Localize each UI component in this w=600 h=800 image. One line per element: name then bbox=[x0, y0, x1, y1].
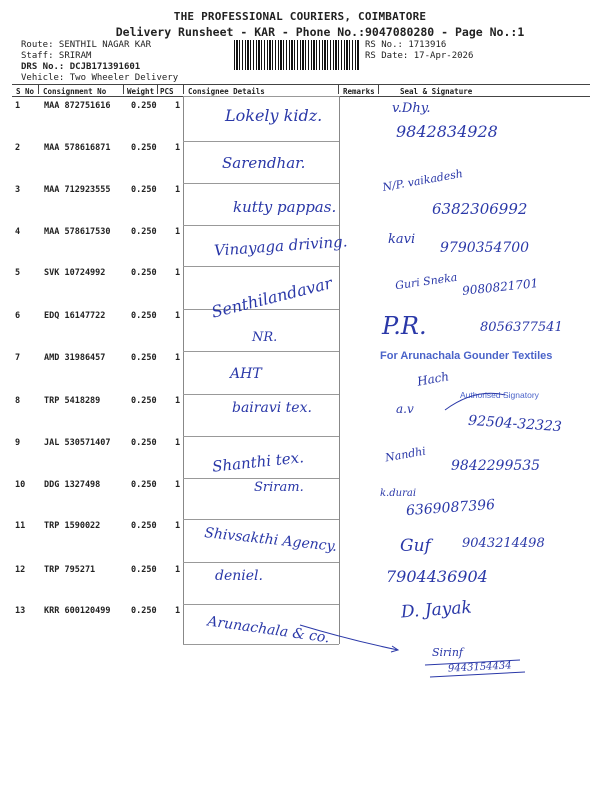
staff: Staff: SRIRAM bbox=[21, 51, 92, 61]
row-pcs: 1 bbox=[175, 353, 181, 363]
vehicle: Vehicle: Two Wheeler Delivery bbox=[21, 73, 179, 83]
runsheet-subtitle: Delivery Runsheet - KAR - Phone No.:9047080280 - Page No.:1 bbox=[115, 25, 525, 39]
col-remarks: Remarks bbox=[343, 87, 375, 96]
row-sno: 3 bbox=[15, 185, 21, 195]
rs-number: RS No.: 1713916 bbox=[365, 40, 447, 50]
row-weight: 0.250 bbox=[131, 143, 157, 153]
row-consignment: MAA 712923555 bbox=[44, 185, 111, 195]
drs-number: DRS No.: DCJB171391601 bbox=[21, 62, 141, 72]
row-sno: 1 bbox=[15, 101, 21, 111]
row-sno: 7 bbox=[15, 353, 21, 363]
consignee-hw: kutty pappas. bbox=[233, 198, 337, 216]
row-consignment: SVK 10724992 bbox=[44, 268, 106, 278]
route: Route: SENTHIL NAGAR KAR bbox=[21, 40, 152, 50]
signature: Sirinf bbox=[432, 646, 463, 659]
row-sno: 2 bbox=[15, 143, 21, 153]
row-weight: 0.250 bbox=[131, 311, 157, 321]
row-pcs: 1 bbox=[175, 268, 181, 278]
row-consignment: EDQ 16147722 bbox=[44, 311, 106, 321]
row-sno: 10 bbox=[15, 480, 26, 490]
phone-hw: 8056377541 bbox=[480, 320, 563, 335]
row-consignment: TRP 1590022 bbox=[44, 521, 101, 531]
phone-hw: 9043214498 bbox=[462, 536, 545, 551]
consignee-hw: AHT bbox=[230, 366, 262, 382]
consignee-hw: Shanthi tex. bbox=[211, 448, 305, 476]
row-consignment: DDG 1327498 bbox=[44, 480, 101, 490]
signature: P.R. bbox=[382, 312, 427, 340]
phone-hw: 9080821701 bbox=[461, 276, 539, 298]
row-pcs: 1 bbox=[175, 143, 181, 153]
row-sno: 12 bbox=[15, 565, 26, 575]
consignee-hw: Arunachala & co. bbox=[206, 613, 331, 647]
row-weight: 0.250 bbox=[131, 396, 157, 406]
row-weight: 0.250 bbox=[131, 227, 157, 237]
row-sno: 9 bbox=[15, 438, 21, 448]
row-pcs: 1 bbox=[175, 565, 181, 575]
signature: D. Jayak bbox=[400, 597, 473, 623]
row-weight: 0.250 bbox=[131, 101, 157, 111]
row-sno: 6 bbox=[15, 311, 21, 321]
rs-date: RS Date: 17-Apr-2026 bbox=[365, 51, 474, 61]
row-consignment: MAA 578616871 bbox=[44, 143, 111, 153]
phone-hw: 9790354700 bbox=[440, 240, 530, 256]
signature: a.v bbox=[396, 402, 414, 416]
consignee-hw: Vinayaga driving. bbox=[213, 232, 349, 260]
phone-hw: 7904436904 bbox=[386, 567, 488, 586]
row-pcs: 1 bbox=[175, 480, 181, 490]
row-sno: 13 bbox=[15, 606, 26, 616]
col-weight: Weight bbox=[127, 87, 155, 96]
phone-hw: 9842834928 bbox=[396, 122, 498, 141]
phone-hw: 92504-32323 bbox=[467, 412, 563, 436]
signature: N/P. vaikadesh bbox=[381, 167, 464, 194]
consignee-hw: Lokely kidz. bbox=[225, 106, 323, 125]
consignee-hw: bairavi tex. bbox=[232, 400, 312, 416]
stamp-signature: Hach bbox=[416, 369, 451, 389]
row-weight: 0.250 bbox=[131, 606, 157, 616]
row-pcs: 1 bbox=[175, 606, 181, 616]
row-consignment: MAA 578617530 bbox=[44, 227, 111, 237]
col-sno: S No bbox=[16, 87, 35, 96]
row-consignment: KRR 600120499 bbox=[44, 606, 111, 616]
col-consignee: Consignee Details bbox=[188, 87, 265, 96]
consignee-hw: Shivsakthi Agency. bbox=[203, 525, 338, 555]
row-consignment: MAA 872751616 bbox=[44, 101, 111, 111]
row-sno: 8 bbox=[15, 396, 21, 406]
phone-hw: 6382306992 bbox=[432, 200, 528, 218]
phone-hw: 9842299535 bbox=[451, 458, 541, 474]
row-consignment: TRP 795271 bbox=[44, 565, 96, 575]
col-consignment: Consignment No bbox=[43, 87, 107, 96]
consignee-hw: deniel. bbox=[215, 568, 263, 584]
row-weight: 0.250 bbox=[131, 438, 157, 448]
company-title: THE PROFESSIONAL COURIERS, COIMBATORE bbox=[173, 10, 427, 23]
signature: k.durai bbox=[380, 488, 417, 499]
row-pcs: 1 bbox=[175, 101, 181, 111]
consignee-hw: Sarendhar. bbox=[222, 154, 306, 172]
row-sno: 11 bbox=[15, 521, 26, 531]
row-consignment: AMD 31986457 bbox=[44, 353, 106, 363]
row-pcs: 1 bbox=[175, 396, 181, 406]
phone-hw: 9443154434 bbox=[447, 660, 512, 675]
row-weight: 0.250 bbox=[131, 353, 157, 363]
col-pcs: PCS bbox=[160, 87, 174, 96]
row-pcs: 1 bbox=[175, 438, 181, 448]
consignee-hw: Senthilandavar bbox=[209, 273, 335, 322]
signature: Guf bbox=[400, 536, 431, 556]
phone-hw: 6369087396 bbox=[405, 496, 496, 520]
row-sno: 4 bbox=[15, 227, 21, 237]
consignee-hw: Sriram. bbox=[254, 480, 304, 495]
signature: Nandhi bbox=[384, 444, 427, 465]
consignee-hw: NR. bbox=[252, 330, 278, 345]
signature: Guri Sneka bbox=[394, 270, 459, 293]
row-weight: 0.250 bbox=[131, 565, 157, 575]
row-weight: 0.250 bbox=[131, 185, 157, 195]
row-pcs: 1 bbox=[175, 311, 181, 321]
row-pcs: 1 bbox=[175, 185, 181, 195]
stamp-company: For Arunachala Gounder Textiles bbox=[380, 350, 553, 362]
row-weight: 0.250 bbox=[131, 268, 157, 278]
row-weight: 0.250 bbox=[131, 521, 157, 531]
row-consignment: JAL 530571407 bbox=[44, 438, 111, 448]
signature: v.Dhy. bbox=[392, 101, 431, 116]
row-pcs: 1 bbox=[175, 521, 181, 531]
row-consignment: TRP 5418289 bbox=[44, 396, 101, 406]
stamp-authorized: Authorised Signatory bbox=[460, 390, 539, 400]
row-pcs: 1 bbox=[175, 227, 181, 237]
col-seal: Seal & Signature bbox=[400, 87, 473, 96]
signature: kavi bbox=[388, 232, 416, 247]
row-sno: 5 bbox=[15, 268, 21, 278]
row-weight: 0.250 bbox=[131, 480, 157, 490]
